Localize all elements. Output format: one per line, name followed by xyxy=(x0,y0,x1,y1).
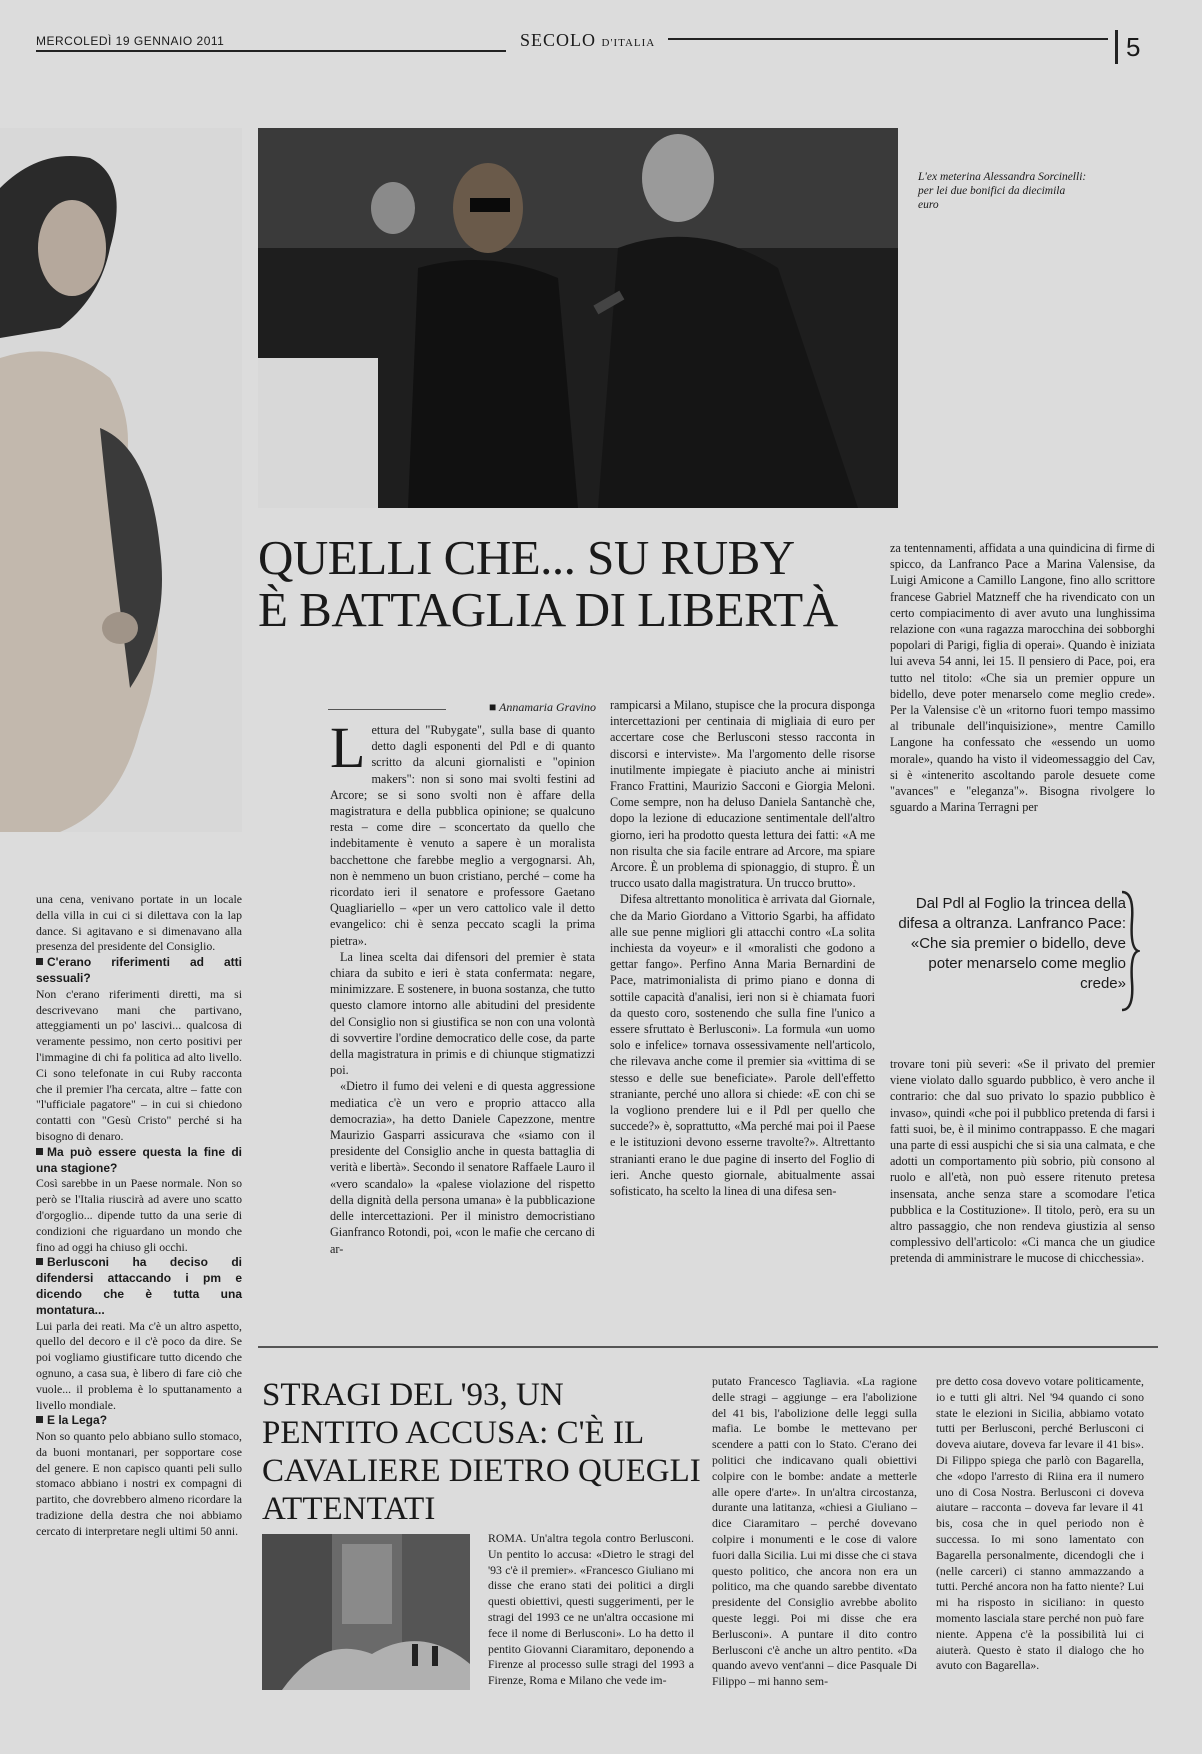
drop-cap: L xyxy=(330,715,366,780)
sidebar-interview xyxy=(36,892,242,1540)
sidebar-question-2 xyxy=(36,1145,242,1177)
main-col1-para-1 xyxy=(330,715,595,949)
sidebar-question-3 xyxy=(36,1255,242,1318)
main-col1-para-3: «Dietro il fumo dei veleni e di questa aggressione mediatica c'è un vero e proprio attacco alla democrazia», ha detto Daniele Capezzone, mentre Maurizio Gasparri assicurava che «siamo con il presidente del Consiglio anche in questa battaglia di verità e libertà». Secondo il senatore Raffaele Lauro il «vero scandalo» la «palese violazione del rispetto della dignità della persona umana» è la pubblicazione delle intercettazioni. Per il ministro democristiano Gianfranco Rotondi, poi, «con le mafie che cercano di ar- xyxy=(330,1079,595,1256)
masthead-date: MERCOLEDÌ 19 GENNAIO 2011 xyxy=(36,34,225,48)
sidebar-question-4-text: E la Lega? xyxy=(47,1413,108,1428)
main-col1-para-2: La linea scelta dai difensori del premier è stata chiara da subito e ieri è stata confermata: negare, minimizzare. E sostenere, in buona sostanza, che tutto questo clamore intorno alle abitudini del presidente del Consiglio non si giustifica se non con una volontà di sovvertire l'ordine democratico delle cose, da parte della magistratura in primis e di chiunque stigmatizzi poi. xyxy=(330,949,595,1078)
newspaper-suffix: D'ITALIA xyxy=(601,37,656,49)
main-article-col-1 xyxy=(330,715,595,1257)
sidebar-question-1 xyxy=(36,955,242,987)
sidebar-question-1-text: C'erano riferimenti ad atti sessuali? xyxy=(36,955,242,985)
masthead-rule-left xyxy=(36,50,506,52)
question-bullet-icon xyxy=(36,958,43,965)
sidebar-question-3-text: Berlusconi ha deciso di difendersi attaccando i pm e dicendo che è tutta una montatura... xyxy=(36,1255,242,1317)
newspaper-name: SECOLO xyxy=(520,30,597,50)
main-article-col-2 xyxy=(610,697,875,1199)
sidebar-question-2-text: Ma può essere questa la fine di una stagione? xyxy=(36,1144,242,1175)
question-bullet-icon xyxy=(36,1258,43,1265)
sidebar-question-4 xyxy=(36,1413,242,1429)
byline-author: Annamaria Gravino xyxy=(499,700,596,714)
main-col2-para-2: Difesa altrettanto monolitica è arrivata dal Giornale, che da Mario Giordano a Vittorio Sgarbi, ha affidato alle sue penne migliori gli attacchi contro «La solita inchiesta da voyeur» e il «moralisti che godono a gettar fango». Perfino Anna Maria Bernardini de Pace, matrimonialista di primo piano e donna di sottile capacità d'analisi, ieri non si è chiamata fuori da questo coro, sostenendo che sulla fine l'unico a essere sfruttato è Berlusconi». La formula «un uomo solo e infelice» tornava ossessivamente nell'articolo, che rilevava anche come il premier sia «vittima di se stesso e delle sue beneficiate». Parole dell'effetto straniante, perché uno allora si chiede: «E con chi se la vogliono prendere lui e il Pdl per quello che succede?» è, soprattutto, «Ma perché mai poi il Paese e le istituzioni devono esserne travolte?». Altrettanto stranianti erano le due pagine di inserto del Foglio di ieri. Anche questo giornale, abitualmente assai sofisticato, ha scelto la linea di una difesa sen- xyxy=(610,892,875,1199)
photo-sorcinelli xyxy=(258,128,898,508)
main-article-col-3b xyxy=(890,1056,1155,1267)
sidebar-answer-1: Non c'erano riferimenti diretti, ma si descrivevano mani che partivano, atteggiamenti un po' lascivi... qualcosa di veramente pessimo, non certo positivi per l'immagine di chi fa politica ad alto livello. Ci sono telefonate in cui Ruby racconta che il premier l'ha cercata, altre – fatte con "l'ufficiale pagatore" – in cui si chiedono contatti con "Gesù Cristo" perché si ha bisogno di denaro. xyxy=(36,986,242,1143)
question-bullet-icon xyxy=(36,1416,43,1423)
second-col2-para: putato Francesco Tagliavia. «La ragione delle stragi – aggiunge – era l'abolizione del 41 bis, l'abolizione delle leggi sulla mafia. Le bombe le mettevano per scendere a patti con lo Stato. C'erano dei politici che indicavano quali obiettivi colpire con le bombe: andate a metterle alle opere d'arte». In un'altra circostanza, durante una latitanza, «chiesi a Giuliano – dice Ciaramitaro – perché dovevano colpire i monumenti e le cose di valore fuori dalla Sicilia. Lui mi disse che ci stava questo politico, che ancora non era un politico, ma che quando sarebbe diventato presidente del Consiglio avrebbe abolito queste leggi. Poi mi disse che era Berlusconi». A puntare il dito contro Berlusconi c'è anche un altro pentito. «Da quando avevo vent'anni – dice Pasquale Di Filippo – mi hanno sem- xyxy=(712,1374,917,1689)
byline-bullet: ■ xyxy=(488,700,499,714)
main-col1-para-1-text: ettura del "Rubygate", sulla base di quanto detto dagli esponenti del Pdl e di quanto scritto da alcuni giornalisti e "opinion makers": non si sono mai svolti festini ad Arcore; se si sono svolti non è affare della magistratura e della pubblica opinione; se qualcuno resta – come dire – sconcertato da quello che indebitamente è venuto a sapere è un moralista bacchettone che farebbe meglio a vergognarsi. Ah, non è nemmeno un buon cristiano, perché – come ha ricordato ieri il senatore e professore Gaetano Quagliariello – «per un vero cattolico vale il detto evangelico: chi è senza peccato scagli la prima pietra». xyxy=(330,723,595,948)
main-headline xyxy=(258,532,888,636)
pull-quote: Dal Pdl al Foglio la trincea della difesa a oltranza. Lanfranco Pace: «Che sia premier o bidello, deve poter menarselo come meglio crede» xyxy=(898,895,1126,992)
pull-quote-brace xyxy=(1120,890,1140,1012)
headline-line-2: È BATTAGLIA DI LIBERTÀ xyxy=(258,582,838,637)
sidebar-answer-4: Non so quanto pelo abbiano sullo stomaco, da buoni montanari, per sopportare cose del genere. E non capisco quanti peli sullo stomaco abbiano i nostri ex compagni di partito, che dovrebbero almeno ricordare la tradizione della destra che noi abbiamo cercato di interpretare negli ultimi 50 anni. xyxy=(36,1429,242,1538)
masthead-rule-right xyxy=(668,38,1108,40)
photo-strage xyxy=(262,1534,470,1690)
photo-strage-illustration xyxy=(262,1534,470,1690)
sidebar-intro: una cena, venivano portate in un locale della villa in cui ci si dilettava con la lap dance. Si agitavano e si dimenavano alla presenza del presidente del Consiglio. xyxy=(36,892,242,954)
second-article-col-2 xyxy=(712,1374,917,1690)
main-col2-para-1: rampicarsi a Milano, stupisce che la procura disponga intercettazioni per centinaia di migliaia di euro per accertare cose che Berlusconi stesso racconta in discorsi e interviste». Ma l'argomento delle risorse inutilmente impiegate è piaciuto anche ai ministri Franco Frattini, Maurizio Sacconi e Giorgia Meloni. Come sempre, non ha deluso Daniela Santanchè che, dopo la lezione di educazione sentimentale dell'altro giorno, ieri ha prodotto questa lettura dei fatti: «A me non risulta che sia facile entrare ad Arcore, ma spiare Arcore. È un problema di spionaggio, di stupro. È un trucco usato dalla magistratura. Un trucco brutto». xyxy=(610,698,875,891)
photo-caption: L'ex meterina Alessandra Sorcinelli: per lei due bonifici da diecimila euro xyxy=(918,171,1087,211)
masthead-title xyxy=(520,30,655,51)
photo-sorcinelli-illustration xyxy=(258,128,898,508)
second-headline: STRAGI DEL '93, UN PENTITO ACCUSA: C'È IL CAVALIERE DIETRO QUEGLI ATTENTATI xyxy=(262,1377,701,1527)
second-article-col-3 xyxy=(936,1374,1144,1674)
sidebar-answer-2: Così sarebbe in un Paese normale. Non so però se l'Italia riuscirà ad avere uno scatto d'orgoglio... dipende tutto da una serie di condizioni che riguardano un mondo che fino ad oggi ha chiuso gli occhi. xyxy=(36,1176,242,1254)
photo-ruby xyxy=(0,128,242,832)
second-col1-para xyxy=(488,1531,694,1689)
headline-line-1: QUELLI CHE... SU RUBY xyxy=(258,530,795,585)
question-bullet-icon xyxy=(36,1148,43,1155)
dateline: ROMA. xyxy=(488,1531,527,1545)
page-number: 5 xyxy=(1115,30,1160,64)
byline xyxy=(328,700,596,715)
sidebar-answer-3: Lui parla dei reati. Ma c'è un altro aspetto, quello del decoro e il c'è poco da dire. Se poi vogliamo giustificare tutto dicendo che ognuno, a casa sua, è libero di fare ciò che vuole... il problema è lo sputtanamento a livello mondiale. xyxy=(36,1318,242,1412)
second-col1-text: Un'altra tegola contro Berlusconi. Un pentito lo accusa: «Dietro le stragi del '93 c'è il premier». «Francesco Giuliano mi disse che erano stati dei politici a dirgli questi obiettivi, questi suggerimenti, per le stragi del 1993 ce ne un'altra occasione mi fece il nome di Berlusconi». Lo ha detto il pentito Giovanni Ciaramitaro, deponendo a Firenze al processo sulle stragi del 1993 a Firenze, Roma e Milano che vede im- xyxy=(488,1531,694,1688)
main-col3-para-1: za tentennamenti, affidata a una quindicina di firme di spicco, da Lanfranco Pace a Marina Valensise, da Luigi Amicone a Camillo Langone, fino allo scrittore francese Gabriel Matzneff che ha rivendicato con un certo compiacimento di aver avuto una lunghissima relazione con «una ragazza marocchina dei sobborghi popolari di Parigi, figlia di operai». Quando è iniziata lui aveva 54 anni, lei 15. Il pensiero di Pace, poi, era tutto nel titolo: «Che sia un premier oppure un bidello, deve poter menarselo come meglio crede». Per la Valensise c'è un «ritorno fuori tempo massimo al tribunale dell'inquisizione», mentre Camillo Langone ha confessato che «essendo un uomo morale», quando ha visto il videomessaggio del Cav, si è «intenerito ascoltando parole desuete come "avances" e "eleganza"». Bisogna rivolgere lo sguardo a Marina Terragni per xyxy=(890,541,1155,815)
main-article-col-3a xyxy=(890,540,1155,815)
article-separator xyxy=(258,1346,1158,1348)
photo-ruby-illustration xyxy=(0,128,242,832)
main-col3-para-2: trovare toni più severi: «Se il privato del premier viene violato dallo sguardo pubblico, è vero anche il contrario: che dal suo privato lo spazio pubblico è invaso», quindi «che poi il pubblico pretenda di farsi i fatti suoi, be, è il minimo contrappasso. E che magari una parte di essi auspichi che si sia una calmata, e che adotti un comportamento più sobrio, più consono al ruolo e all'età, non può essere ritenuto pretesa insensata, anche senza stare a scomodare l'etica pubblica e la Costituzione». Il titolo, però, era su un altro passaggio, che non rendeva giustizia al senso complessivo dell'articolo: «Ci manca che un giudice pretenda di amministrare le mucose di chicchessia». xyxy=(890,1057,1155,1266)
second-col3-para: pre detto cosa dovevo votare politicamente, io e tutti gli altri. Nel '94 quando ci sono state le elezioni in Sicilia, abbiamo votato tutti per Berlusconi, perché Berlusconi ci doveva aiutare, doveva far levare il 41 bis». Di Filippo spiega che parlò con Bagarella, che «dopo l'arresto di Riina era il numero uno di Cosa Nostra. Berlusconi ci doveva aiutare – racconta – doveva far levare il 41 bis, cosa che in quel periodo non è successa. Io mi sono lamentato con Bagarella personalmente, dicendogli che i (nelle carceri) ci stanno ammazzando a tutti. Perché ancora non ha fatto niente? Lui mi ha risposto in siciliano: in questo momento lasciala stare perché non può fare niente. Appena c'è la possibilità lui ci aiuterà. Questo è stato il dialogo che ho avuto con Bagarella». xyxy=(936,1374,1144,1673)
second-article-col-1 xyxy=(488,1531,694,1689)
